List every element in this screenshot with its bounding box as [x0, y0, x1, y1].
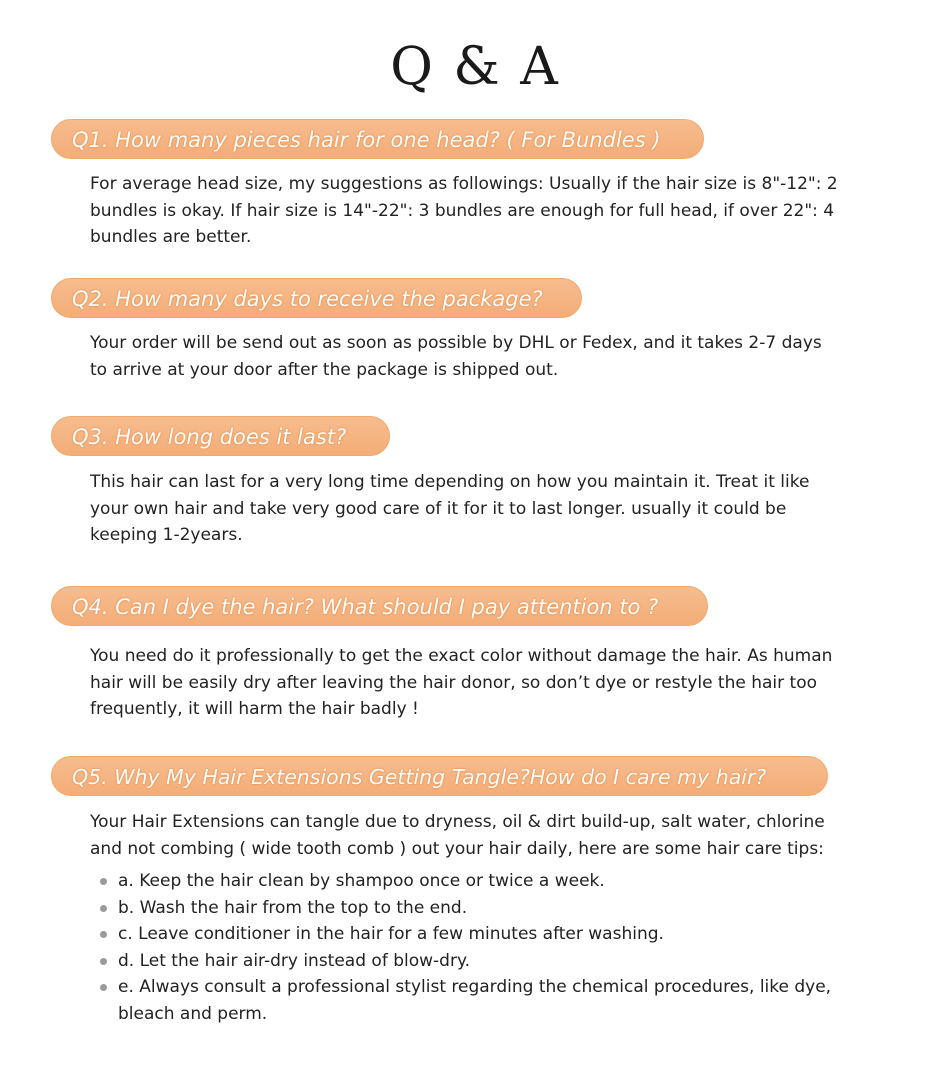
- bullet-dot-icon: [100, 878, 107, 885]
- tip-text: a. Keep the hair clean by shampoo once or twice a week.: [118, 871, 605, 891]
- question-banner-1: [51, 119, 704, 159]
- tip-text: c. Leave conditioner in the hair for a few minutes after washing.: [118, 924, 664, 944]
- tip-item: [100, 921, 840, 948]
- tip-text: d. Let the hair air-dry instead of blow-dry.: [118, 950, 470, 971]
- question-4-text: Q4. Can I dye the hair? What should I pay attention to ?: [72, 595, 659, 619]
- tip-item: [100, 895, 840, 922]
- question-2-text: Q2. How many days to receive the package?: [72, 287, 543, 311]
- question-banner-3: [51, 416, 390, 456]
- answer-1-text: For average head size, my suggestions as followings: Usually if the hair size is 8"-12": 2 bundles is okay. If hair size is 14"-22": 3 bundles are enough for full head, if over 22": 4 bundles are better.: [90, 174, 838, 247]
- tip-item: [100, 948, 840, 975]
- tip-item: [100, 868, 840, 895]
- bullet-dot-icon: [100, 958, 107, 965]
- answer-5-text: Your Hair Extensions can tangle due to dryness, oil & dirt build-up, salt water, chlorine and not combing ( wide tooth comb ) out your hair daily, here are some hair care tips:: [90, 812, 825, 859]
- page-title: Q & A: [390, 37, 560, 97]
- answer-4-text: You need do it professionally to get the exact color without damage the hair. As human hair will be easily dry after leaving the hair donor, so don’t dye or restyle the hair too frequently, it will harm the hair badly !: [90, 646, 833, 719]
- answer-2-text: Your order will be send out as soon as possible by DHL or Fedex, and it takes 2-7 days to arrive at your door after the package is shipped out.: [90, 333, 822, 380]
- question-banner-2: [51, 278, 582, 318]
- bullet-dot-icon: [100, 984, 107, 991]
- question-1-text: Q1. How many pieces hair for one head? ( For Bundles ): [72, 128, 661, 152]
- bullet-dot-icon: [100, 931, 107, 938]
- bullet-dot-icon: [100, 905, 107, 912]
- tip-text: e. Always consult a professional stylist regarding the chemical procedures, like dye, bleach and perm.: [118, 977, 832, 1024]
- answer-3-text: This hair can last for a very long time depending on how you maintain it. Treat it like your own hair and take very good care of it for it to last longer. usually it could be keeping 1-2years.: [90, 472, 810, 545]
- question-banner-5: [51, 756, 828, 796]
- question-3-text: Q3. How long does it last?: [72, 425, 347, 449]
- question-banner-4: [51, 586, 708, 626]
- tip-item: [100, 974, 840, 1027]
- hair-care-tips-list: [100, 868, 840, 1027]
- tip-text: b. Wash the hair from the top to the end.: [118, 897, 468, 918]
- question-5-text: Q5. Why My Hair Extensions Getting Tangle?How do I care my hair?: [72, 765, 767, 789]
